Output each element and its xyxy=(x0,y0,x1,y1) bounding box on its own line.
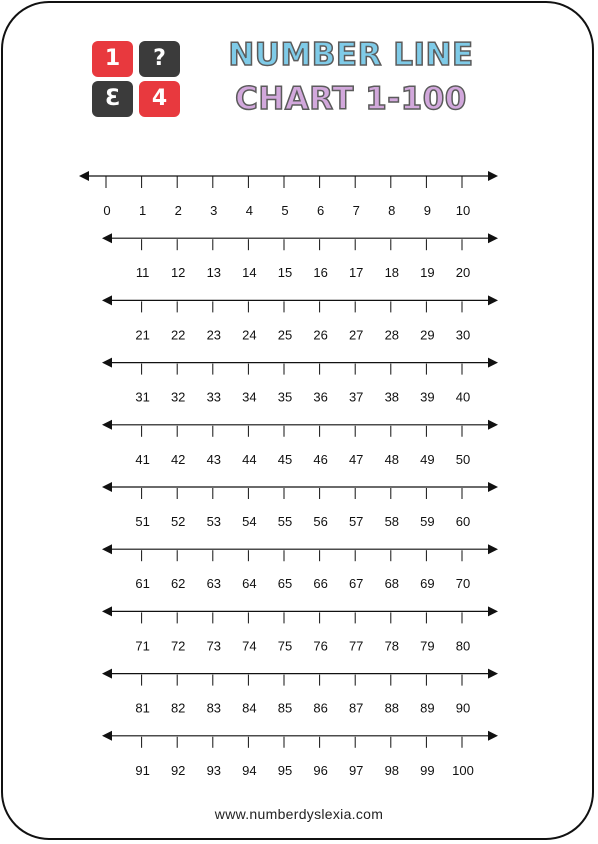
tick-label: 38 xyxy=(384,389,400,405)
tick-label: 79 xyxy=(420,638,435,654)
tick-label: 99 xyxy=(420,762,435,778)
tick-label: 43 xyxy=(206,451,222,467)
tick-label: 4 xyxy=(245,203,254,218)
logo-tile: ? xyxy=(139,41,180,77)
tick-label: 2 xyxy=(174,203,182,218)
tick-label: 5 xyxy=(281,203,289,218)
tick-label: 86 xyxy=(313,700,328,716)
tick-label: 35 xyxy=(277,389,293,405)
tick-label: 87 xyxy=(348,700,364,716)
tick-label: 14 xyxy=(242,265,257,281)
tick-label: 26 xyxy=(313,327,328,343)
tick-label: 65 xyxy=(277,576,293,592)
tick-label: 32 xyxy=(170,389,186,405)
tick-label: 18 xyxy=(384,265,400,281)
tick-label: 31 xyxy=(135,389,150,405)
logo-tile: 4 xyxy=(139,81,180,117)
tick-label: 50 xyxy=(455,451,471,467)
arrow-right-icon xyxy=(488,544,498,554)
tick-label: 85 xyxy=(277,700,293,716)
tick-label: 44 xyxy=(242,451,257,467)
tick-label: 6 xyxy=(316,203,325,218)
tick-label: 15 xyxy=(277,265,293,281)
tick-label: 25 xyxy=(277,327,293,343)
tick-label: 64 xyxy=(242,576,257,592)
tick-label: 72 xyxy=(170,638,186,654)
tick-label: 92 xyxy=(170,762,186,778)
tick-label: 70 xyxy=(455,576,471,592)
tick-label: 62 xyxy=(170,576,186,592)
tick-label: 37 xyxy=(348,389,364,405)
tick-label: 84 xyxy=(242,700,257,716)
tick-label: 68 xyxy=(384,576,400,592)
tick-label: 40 xyxy=(455,389,471,405)
tick-label: 71 xyxy=(135,638,150,654)
tick-label: 96 xyxy=(313,762,328,778)
arrow-left-icon xyxy=(102,669,112,679)
tick-label: 56 xyxy=(313,514,328,529)
arrow-left-icon xyxy=(79,171,89,181)
arrow-left-icon xyxy=(102,731,112,741)
tick-label: 33 xyxy=(206,389,222,405)
tick-label: 13 xyxy=(206,265,222,281)
tick-label: 45 xyxy=(277,451,293,467)
tick-label: 0 xyxy=(103,203,111,218)
tick-label: 61 xyxy=(135,576,150,592)
title-line-2: CHART 1-100 xyxy=(235,81,467,117)
arrow-right-icon xyxy=(488,731,498,741)
arrow-left-icon xyxy=(102,420,112,430)
tick-label: 59 xyxy=(420,514,435,529)
logo-tile: 1 xyxy=(92,41,133,77)
tick-label: 51 xyxy=(135,514,150,529)
tick-label: 36 xyxy=(313,389,328,405)
tick-label: 94 xyxy=(242,762,257,778)
tick-label: 88 xyxy=(384,700,400,716)
arrow-right-icon xyxy=(488,482,498,492)
tick-label: 17 xyxy=(348,265,364,281)
tick-label: 34 xyxy=(242,389,257,405)
tick-label: 16 xyxy=(313,265,328,281)
tick-label: 55 xyxy=(277,514,293,529)
tick-label: 20 xyxy=(455,265,471,281)
tick-label: 1 xyxy=(138,203,147,218)
tick-label: 82 xyxy=(170,700,186,716)
tick-label: 19 xyxy=(420,265,435,281)
tick-label: 29 xyxy=(420,327,435,343)
arrow-right-icon xyxy=(488,171,498,181)
tick-label: 39 xyxy=(420,389,435,405)
tick-label: 77 xyxy=(348,638,364,654)
tick-label: 97 xyxy=(348,762,364,778)
arrow-right-icon xyxy=(488,606,498,616)
tick-label: 23 xyxy=(206,327,222,343)
tick-label: 69 xyxy=(420,576,435,592)
tick-label: 49 xyxy=(420,451,435,467)
arrow-left-icon xyxy=(102,295,112,305)
tick-label: 27 xyxy=(348,327,364,343)
tick-label: 58 xyxy=(384,514,400,529)
tick-label: 41 xyxy=(135,451,150,467)
arrow-right-icon xyxy=(488,420,498,430)
title-line-1: NUMBER LINE xyxy=(228,37,474,73)
arrow-left-icon xyxy=(102,233,112,243)
tick-label: 12 xyxy=(170,265,186,281)
arrow-right-icon xyxy=(488,669,498,679)
tick-label: 21 xyxy=(135,327,150,343)
tick-label: 22 xyxy=(170,327,186,343)
tick-label: 75 xyxy=(277,638,293,654)
arrow-right-icon xyxy=(488,358,498,368)
arrow-left-icon xyxy=(102,482,112,492)
tick-label: 95 xyxy=(277,762,293,778)
tick-label: 54 xyxy=(242,514,257,529)
tick-label: 67 xyxy=(348,576,364,592)
tick-label: 91 xyxy=(135,762,150,778)
tick-label: 47 xyxy=(348,451,364,467)
tick-label: 83 xyxy=(206,700,222,716)
tick-label: 8 xyxy=(388,203,396,218)
tick-label: 46 xyxy=(313,451,328,467)
tick-label: 53 xyxy=(206,514,222,529)
tick-label: 74 xyxy=(242,638,257,654)
arrow-right-icon xyxy=(488,295,498,305)
tick-label: 100 xyxy=(452,762,474,778)
tick-label: 42 xyxy=(170,451,186,467)
tick-label: 9 xyxy=(423,203,432,218)
tick-label: 48 xyxy=(384,451,400,467)
tick-label: 28 xyxy=(384,327,400,343)
tick-label: 24 xyxy=(242,327,257,343)
tick-label: 76 xyxy=(313,638,328,654)
tick-label: 66 xyxy=(313,576,328,592)
tick-label: 81 xyxy=(135,700,150,716)
tick-label: 30 xyxy=(455,327,471,343)
tick-label: 63 xyxy=(206,576,222,592)
tick-label: 11 xyxy=(135,265,150,281)
arrow-left-icon xyxy=(102,358,112,368)
arrow-left-icon xyxy=(102,606,112,616)
tick-label: 90 xyxy=(455,700,471,716)
tick-label: 93 xyxy=(206,762,222,778)
tick-label: 73 xyxy=(206,638,222,654)
website-footer: www.numberdyslexia.com xyxy=(214,806,384,822)
tick-label: 10 xyxy=(455,203,471,218)
tick-label: 52 xyxy=(170,514,186,529)
tick-label: 57 xyxy=(348,514,364,529)
tick-label: 78 xyxy=(384,638,400,654)
tick-label: 80 xyxy=(455,638,471,654)
tick-label: 3 xyxy=(210,203,218,218)
tick-label: 7 xyxy=(352,203,360,218)
logo-tile: 3 xyxy=(92,81,133,117)
tick-label: 60 xyxy=(455,514,471,529)
tick-label: 89 xyxy=(420,700,435,716)
arrow-right-icon xyxy=(488,233,498,243)
arrow-left-icon xyxy=(102,544,112,554)
tick-label: 98 xyxy=(384,762,400,778)
